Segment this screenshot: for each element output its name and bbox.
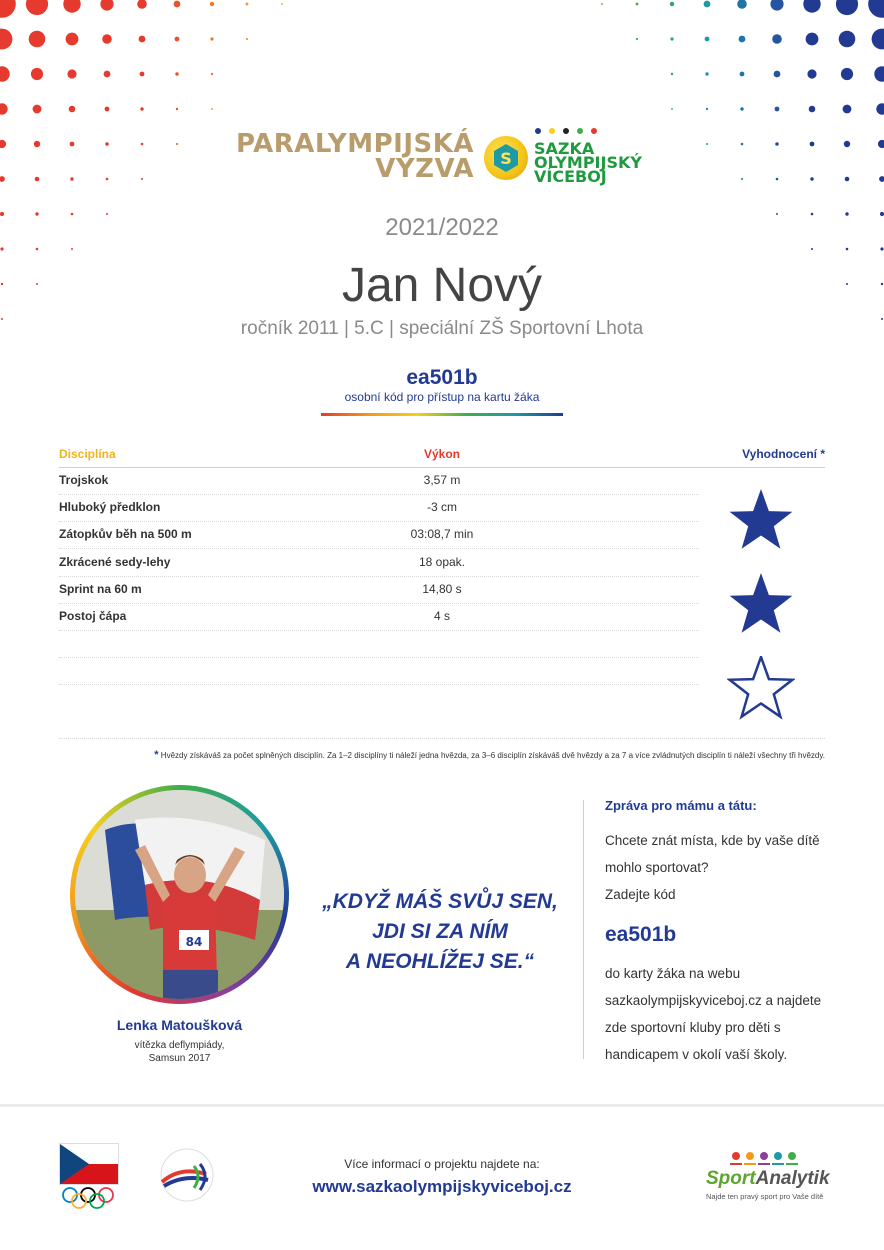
filled-star-icon [727, 572, 795, 636]
logo-title-line2: VÝZVA [375, 154, 474, 184]
sportanalytik-part1: Sport [706, 1168, 756, 1189]
table-row [59, 549, 699, 577]
svg-text:S: S [500, 149, 512, 168]
school-year: 2021/2022 [385, 214, 499, 241]
table-row [59, 576, 699, 604]
student-code-note: osobní kód pro přístup na kartu žáka [344, 390, 540, 404]
footer-info-text: Více informací o projektu najdete na: [344, 1157, 540, 1171]
table-row [59, 603, 699, 631]
parents-message-intro [605, 827, 835, 908]
sportanalytik-figures-icon [706, 1150, 806, 1168]
table-row [59, 657, 699, 685]
student-name: Jan Nový [341, 259, 543, 312]
message-line1: Chcete znát místa, kde by vaše dítě [605, 833, 820, 848]
logo-title-line1: PARALYMPIJSKÁ [235, 129, 474, 159]
message-line7: handicapem v okolí vaší školy. [605, 1047, 788, 1062]
svg-text:84: 84 [185, 935, 203, 949]
footer-separator [0, 1104, 884, 1107]
performance-cell: 18 opak. [418, 554, 466, 569]
performance-cell: 3,57 m [423, 473, 461, 487]
parents-message-body [605, 960, 835, 1068]
athlete-name: Lenka Matoušková [116, 1017, 243, 1033]
discipline-cell: Zátopkův běh na 500 m [59, 527, 192, 542]
parents-message-title: Zpráva pro mámu a tátu: [605, 798, 757, 813]
performance-cell: 14,80 s [422, 581, 462, 596]
sportanalytik-part2: Analytik [755, 1168, 830, 1189]
sazka-badge-icon [484, 136, 528, 180]
sportanalytik-tagline: Najde ten pravý sport pro Vaše dítě [706, 1192, 824, 1201]
paralympic-challenge-logo [230, 122, 660, 188]
quote-line3: A NEOHLÍŽEJ SE.“ [345, 950, 535, 973]
athlete-description [70, 1039, 289, 1065]
discipline-cell: Trojskok [59, 473, 109, 487]
logo-title [230, 129, 474, 184]
athlete-title: vítězka deflympiády, [134, 1040, 225, 1051]
message-line3: Zadejte kód [605, 887, 676, 902]
quote-line1: „KDYŽ MÁŠ SVŮJ SEN, [322, 890, 558, 913]
discipline-cell: Sprint na 60 m [59, 581, 142, 596]
olympic-rings-icon [60, 1186, 116, 1210]
athlete-photo [75, 790, 284, 999]
message-line5: sazkaolympijskyviceboj.cz a najdete [605, 993, 822, 1008]
athlete-event: Samsun 2017 [148, 1053, 211, 1064]
table-row [59, 521, 699, 549]
table-bottom-line [59, 738, 825, 739]
quote-line2: JDI SI ZA NÍM [372, 920, 508, 943]
student-code: ea501b [406, 366, 478, 389]
filled-star-icon [727, 488, 795, 552]
performance-cell: 4 s [433, 609, 450, 623]
header-discipline: Disciplína [59, 447, 116, 461]
student-subtitle: ročník 2011 | 5.C | speciální ZŠ Sportovní Lhota [240, 318, 644, 339]
table-row [59, 630, 699, 658]
sazka-line2: OLYMPIJSKÝ [534, 153, 642, 172]
footnote-asterisk: * [154, 749, 159, 761]
sportanalytik-logo [706, 1168, 830, 1190]
discipline-cell: Zkrácené sedy-lehy [59, 554, 171, 569]
discipline-cell: Hluboký předklon [59, 500, 161, 515]
message-line6: zde sportovní kluby pro děti s [605, 1020, 781, 1035]
table-row [59, 494, 699, 522]
sazka-line3: VÍCEBOJ [534, 167, 607, 186]
discipline-cell: Postoj čápa [59, 609, 127, 623]
stars-footnote [59, 749, 825, 761]
czech-paralympic-committee-logo-icon [150, 1146, 224, 1204]
motivational-quote [300, 887, 580, 977]
performance-cell: -3 cm [427, 500, 457, 515]
message-line4: do karty žáka na webu [605, 966, 741, 981]
footer-website-link[interactable]: www.sazkaolympijskyviceboj.cz [312, 1177, 572, 1196]
sazka-olympic-logo-text [534, 139, 642, 186]
sazka-line1: SAZKA [534, 139, 595, 158]
parents-message-code: ea501b [605, 923, 677, 946]
rainbow-divider [321, 413, 563, 416]
footnote-text: Hvězdy získáváš za počet splněných disciplín. Za 1–2 disciplíny ti náleží jedna hvězda, za 3–6 disciplín získáváš dvě hvězdy a za 7 a více zvládnutých disciplín ti náleží všechny tři hvězdy. [160, 751, 825, 760]
performance-cell: 03:08,7 min [410, 527, 474, 542]
table-row [59, 467, 699, 495]
small-rings-icon [534, 126, 604, 136]
message-line2: mohlo sportovat? [605, 860, 709, 875]
header-evaluation: Vyhodnocení * [742, 447, 825, 461]
header-performance: Výkon [423, 447, 460, 461]
message-divider [583, 800, 584, 1059]
czech-flag-icon [59, 1143, 119, 1185]
empty-star-icon [727, 656, 795, 720]
